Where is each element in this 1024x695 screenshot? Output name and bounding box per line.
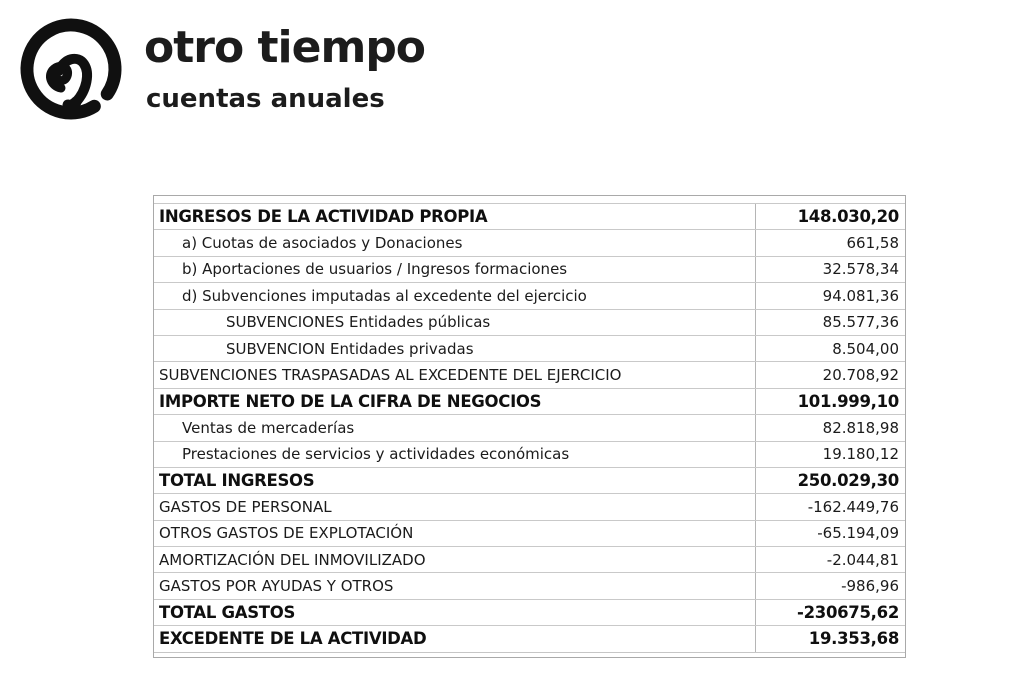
table-row [154,256,905,282]
row-label: AMORTIZACIÓN DEL INMOVILIZADO [159,550,426,569]
table-row [154,309,905,335]
row-label: d) Subvenciones imputadas al excedente del ejercicio [182,286,587,305]
table-row [154,335,905,361]
page-subtitle: cuentas anuales [146,84,385,114]
table-row [154,388,905,414]
row-label: TOTAL GASTOS [159,603,296,623]
table-row [154,229,905,255]
row-label: a) Cuotas de asociados y Donaciones [182,234,463,253]
row-label: Prestaciones de servicios y actividades económicas [182,445,570,464]
row-label: TOTAL INGRESOS [159,471,315,491]
table-bottom-partial-row [154,652,905,657]
row-value: 250.029,30 [755,468,905,493]
row-label: b) Aportaciones de usuarios / Ingresos formaciones [182,260,568,279]
row-label: SUBVENCION Entidades privadas [226,339,474,358]
row-label: OTROS GASTOS DE EXPLOTACIÓN [159,524,414,543]
row-value: 101.999,10 [755,389,905,414]
row-label: EXCEDENTE DE LA ACTIVIDAD [159,629,427,649]
row-label: SUBVENCIONES TRASPASADAS AL EXCEDENTE DEL EJERCICIO [159,366,622,385]
table-row [154,414,905,440]
row-value: -986,96 [755,573,905,598]
row-value: 94.081,36 [755,283,905,308]
accounts-table [153,195,906,658]
row-value: 19.180,12 [755,442,905,467]
table-row [154,520,905,546]
row-value: -65.194,09 [755,521,905,546]
table-row [154,361,905,387]
row-label: IMPORTE NETO DE LA CIFRA DE NEGOCIOS [159,391,542,411]
table-row [154,625,905,651]
row-value: 148.030,20 [755,204,905,229]
enso-spiral-logo [14,12,128,126]
row-value: 8.504,00 [755,336,905,361]
row-value: 85.577,36 [755,310,905,335]
row-value: 20.708,92 [755,362,905,387]
row-label: Ventas de mercaderías [182,418,355,437]
table-top-partial-row [154,196,905,203]
table-row [154,599,905,625]
org-title: otro tiempo [144,22,426,73]
row-label: INGRESOS DE LA ACTIVIDAD PROPIA [159,207,488,227]
table-row [154,546,905,572]
table-row [154,203,905,229]
table-row [154,282,905,308]
row-value: 19.353,68 [755,626,905,651]
table-row [154,493,905,519]
row-value: 661,58 [755,230,905,255]
row-value: 82.818,98 [755,415,905,440]
row-label: SUBVENCIONES Entidades públicas [226,313,491,332]
row-value: -162.449,76 [755,494,905,519]
table-row [154,572,905,598]
row-value: -230675,62 [755,600,905,625]
table-row [154,467,905,493]
row-label: GASTOS DE PERSONAL [159,497,332,516]
row-value: -2.044,81 [755,547,905,572]
table-row [154,441,905,467]
row-label: GASTOS POR AYUDAS Y OTROS [159,577,394,596]
row-value: 32.578,34 [755,257,905,282]
accounts-table-body [154,203,905,652]
